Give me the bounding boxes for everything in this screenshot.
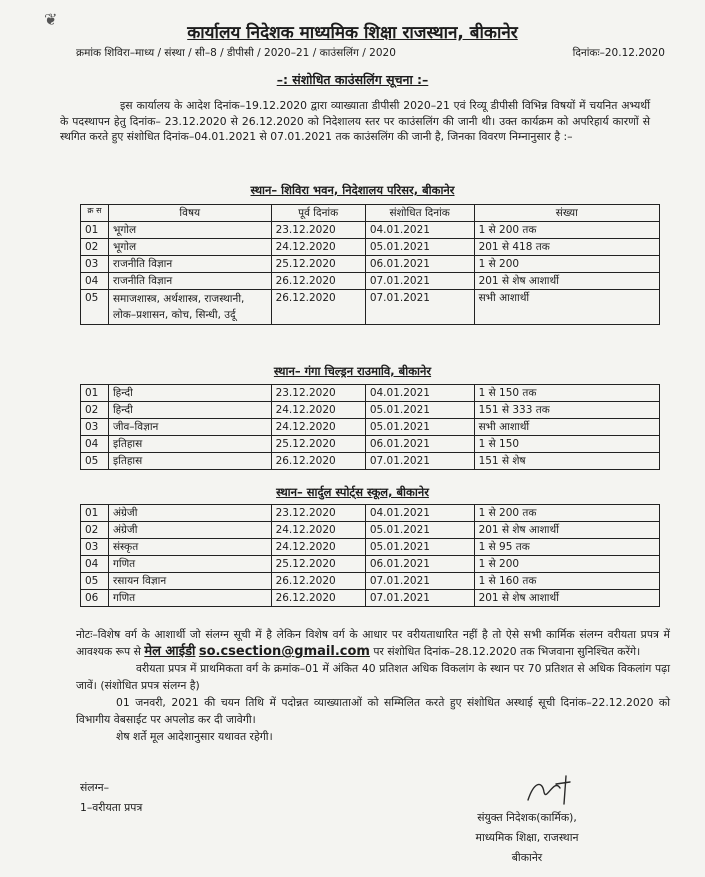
table-row xyxy=(81,590,660,607)
cell-old-date: 24.12.2020 xyxy=(271,522,365,539)
mail-id-label: मेल आईडी xyxy=(144,644,196,659)
cell-serial: 01 xyxy=(81,505,109,522)
cell-new-date: 04.01.2021 xyxy=(365,222,474,239)
cell-subject: गणित xyxy=(108,556,271,573)
cell-new-date: 04.01.2021 xyxy=(365,505,474,522)
cell-serial: 03 xyxy=(81,539,109,556)
notes-section xyxy=(76,626,670,745)
cell-old-date: 24.12.2020 xyxy=(271,419,365,436)
cell-new-date: 06.01.2021 xyxy=(365,436,474,453)
cell-old-date: 26.12.2020 xyxy=(271,573,365,590)
note-text-b: पर संशोधित दिनांक–28.12.2020 तक भिजवाना सुनिश्चित करेंगे। xyxy=(373,645,641,658)
stamp-mark-icon: ❦ xyxy=(44,10,58,29)
signatory-location: बीकानेर xyxy=(511,851,543,864)
cell-count: 1 से 160 तक xyxy=(474,573,659,590)
cell-new-date: 05.01.2021 xyxy=(365,239,474,256)
cell-subject: इतिहास xyxy=(108,453,271,470)
cell-old-date: 23.12.2020 xyxy=(271,505,365,522)
cell-old-date: 26.12.2020 xyxy=(271,273,365,290)
cell-serial: 02 xyxy=(81,522,109,539)
cell-count: 151 से शेष xyxy=(474,453,659,470)
schedule-table-venue-1 xyxy=(80,204,660,325)
cell-subject: हिन्दी xyxy=(108,385,271,402)
cell-serial: 01 xyxy=(81,222,109,239)
cell-subject: इतिहास xyxy=(108,436,271,453)
cell-count: सभी आशार्थी xyxy=(474,419,659,436)
cell-new-date: 07.01.2021 xyxy=(365,290,474,325)
col-header-subject: विषय xyxy=(108,205,271,222)
cell-subject: भूगोल xyxy=(108,239,271,256)
cell-serial: 04 xyxy=(81,273,109,290)
table-row xyxy=(81,222,660,239)
cell-old-date: 26.12.2020 xyxy=(271,453,365,470)
cell-subject: राजनीति विज्ञान xyxy=(108,273,271,290)
handwritten-signature-icon xyxy=(520,770,580,810)
table-row xyxy=(81,505,660,522)
cell-new-date: 05.01.2021 xyxy=(365,419,474,436)
cell-old-date: 24.12.2020 xyxy=(271,539,365,556)
table-row xyxy=(81,402,660,419)
cell-new-date: 07.01.2021 xyxy=(365,453,474,470)
table-row xyxy=(81,573,660,590)
note-paragraph-1 xyxy=(76,626,670,660)
venue-label: स्थान– सार्दुल स्पोर्ट्स स्कूल, बीकानेर xyxy=(276,485,429,499)
cell-count: 1 से 200 तक xyxy=(474,505,659,522)
cell-subject: समाजशास्त्र, अर्थशास्त्र, राजस्थानी, लोक–प्रशासन, कोच, सिन्धी, उर्दू xyxy=(108,290,271,325)
cell-new-date: 04.01.2021 xyxy=(365,385,474,402)
table-row xyxy=(81,539,660,556)
cell-serial: 01 xyxy=(81,385,109,402)
cell-new-date: 05.01.2021 xyxy=(365,402,474,419)
notice-subject: –: संशोधित काउंसलिंग सूचना :– xyxy=(276,72,429,87)
cell-subject: राजनीति विज्ञान xyxy=(108,256,271,273)
cell-new-date: 07.01.2021 xyxy=(365,573,474,590)
cell-subject: गणित xyxy=(108,590,271,607)
note-paragraph-2: वरीयता प्रपत्र में प्राथमिकता वर्ग के क्रमांक–01 में अंकित 40 प्रतिशत अधिक विकलांग के स्थान पर 70 प्रतिशत से अधिक विकलांग पढ़ा जावें। (संशोधित प्रपत्र संलग्न है) xyxy=(76,662,670,692)
cell-subject: अंग्रेजी xyxy=(108,505,271,522)
cell-count: 1 से 150 xyxy=(474,436,659,453)
signature-block xyxy=(452,808,602,868)
schedule-table-venue-2 xyxy=(80,384,660,470)
cell-count: सभी आशार्थी xyxy=(474,290,659,325)
signatory-department: माध्यमिक शिक्षा, राजस्थान xyxy=(475,831,579,844)
cell-subject: अंग्रेजी xyxy=(108,522,271,539)
cell-old-date: 26.12.2020 xyxy=(271,590,365,607)
cell-new-date: 06.01.2021 xyxy=(365,556,474,573)
reference-line xyxy=(76,46,665,60)
col-header-serial: क्र स xyxy=(81,205,109,222)
table-row xyxy=(81,419,660,436)
cell-old-date: 25.12.2020 xyxy=(271,256,365,273)
cell-serial: 06 xyxy=(81,590,109,607)
cell-subject: भूगोल xyxy=(108,222,271,239)
cell-old-date: 25.12.2020 xyxy=(271,556,365,573)
cell-count: 1 से 200 xyxy=(474,556,659,573)
table-row xyxy=(81,436,660,453)
cell-old-date: 24.12.2020 xyxy=(271,239,365,256)
cell-serial: 05 xyxy=(81,453,109,470)
cell-count: 1 से 95 तक xyxy=(474,539,659,556)
cell-count: 201 से शेष आशार्थी xyxy=(474,273,659,290)
cell-serial: 05 xyxy=(81,573,109,590)
cell-new-date: 05.01.2021 xyxy=(365,539,474,556)
table-row xyxy=(81,290,660,325)
table-row xyxy=(81,273,660,290)
cell-old-date: 23.12.2020 xyxy=(271,385,365,402)
cell-serial: 05 xyxy=(81,290,109,325)
note-text-a: नोटः–विशेष वर्ग के आशार्थी जो संलग्न सूची में है लेकिन विशेष वर्ग के आधार पर वरीयताधारित नहीं है तो ऐसे सभी कार्मिक संलग्न वरीयता प्रपत्र में आवश्यक रूप से xyxy=(76,628,670,658)
cell-count: 1 से 200 xyxy=(474,256,659,273)
cell-subject: रसायन विज्ञान xyxy=(108,573,271,590)
enclosure-item: 1–वरीयता प्रपत्र xyxy=(80,801,143,814)
venue-label: स्थान– गंगा चिल्ड्रन राउमावि, बीकानेर xyxy=(273,364,432,378)
cell-count: 201 से शेष आशार्थी xyxy=(474,590,659,607)
table-header-row xyxy=(81,205,660,222)
cell-serial: 03 xyxy=(81,256,109,273)
cell-serial: 04 xyxy=(81,556,109,573)
cell-new-date: 05.01.2021 xyxy=(365,522,474,539)
cell-old-date: 25.12.2020 xyxy=(271,436,365,453)
office-title: कार्यालय निदेशक माध्यमिक शिक्षा राजस्थान, बीकानेर xyxy=(187,23,518,43)
signatory-designation: संयुक्त निदेशक(कार्मिक), xyxy=(477,811,577,824)
table-row xyxy=(81,556,660,573)
intro-paragraph: इस कार्यालय के आदेश दिनांक–19.12.2020 द्वारा व्याख्याता डीपीसी 2020–21 एवं रिव्यू डीपीसी विभिन्न विषयों में चयनित अभ्यर्थी के पदस्थापन हेतु दिनांक– 23.12.2020 से 26.12.2020 को निदेशालय स्तर पर काउंसलिंग की जानी थी। उक्त कार्यक्रम को अपरिहार्य कारणों से स्थगित करते हुए संशोधित दिनांक–04.01.2021 से 07.01.2021 तक काउंसलिंग की जानी है, जिनका विवरण निम्नानुसार है :– xyxy=(60,99,650,143)
cell-subject: हिन्दी xyxy=(108,402,271,419)
cell-count: 151 से 333 तक xyxy=(474,402,659,419)
cell-old-date: 23.12.2020 xyxy=(271,222,365,239)
cell-old-date: 24.12.2020 xyxy=(271,402,365,419)
table-row xyxy=(81,522,660,539)
email-link[interactable]: so.csection@gmail.com xyxy=(198,644,370,659)
cell-count: 201 से शेष आशार्थी xyxy=(474,522,659,539)
reference-number: क्रमांक शिविरा–माध्य / संस्था / सी–8 / डीपीसी / 2020–21 / काउंसलिंग / 2020 xyxy=(76,47,396,59)
cell-new-date: 07.01.2021 xyxy=(365,590,474,607)
note-paragraph-3: 01 जनवरी, 2021 की चयन तिथि में पदोन्नत व्याख्याताओं को सम्मिलित करते हुए संशोधित अस्थाई सूची दिनांक–22.12.2020 को विभागीय वेबसाईट पर अपलोड कर दी जावेगी। xyxy=(76,696,670,726)
table-row xyxy=(81,239,660,256)
col-header-new-date: संशोधित दिनांक xyxy=(365,205,474,222)
col-header-old-date: पूर्व दिनांक xyxy=(271,205,365,222)
cell-old-date: 26.12.2020 xyxy=(271,290,365,325)
cell-count: 1 से 150 तक xyxy=(474,385,659,402)
table-row xyxy=(81,385,660,402)
cell-serial: 02 xyxy=(81,239,109,256)
enclosure-label: संलग्न– xyxy=(80,781,110,794)
col-header-count: संख्या xyxy=(474,205,659,222)
cell-serial: 02 xyxy=(81,402,109,419)
enclosure-block xyxy=(80,778,142,818)
venue-label: स्थान– शिविरा भवन, निदेशालय परिसर, बीकानेर xyxy=(250,183,455,197)
table-row xyxy=(81,256,660,273)
cell-new-date: 06.01.2021 xyxy=(365,256,474,273)
cell-serial: 03 xyxy=(81,419,109,436)
cell-new-date: 07.01.2021 xyxy=(365,273,474,290)
note-paragraph-4: शेष शर्ते मूल आदेशानुसार यथावत रहेगी। xyxy=(116,730,273,743)
cell-serial: 04 xyxy=(81,436,109,453)
table-row xyxy=(81,453,660,470)
cell-subject: जीव–विज्ञान xyxy=(108,419,271,436)
issue-date: दिनांकः–20.12.2020 xyxy=(572,47,665,59)
schedule-table-venue-3 xyxy=(80,504,660,607)
cell-count: 201 से 418 तक xyxy=(474,239,659,256)
cell-count: 1 से 200 तक xyxy=(474,222,659,239)
cell-subject: संस्कृत xyxy=(108,539,271,556)
